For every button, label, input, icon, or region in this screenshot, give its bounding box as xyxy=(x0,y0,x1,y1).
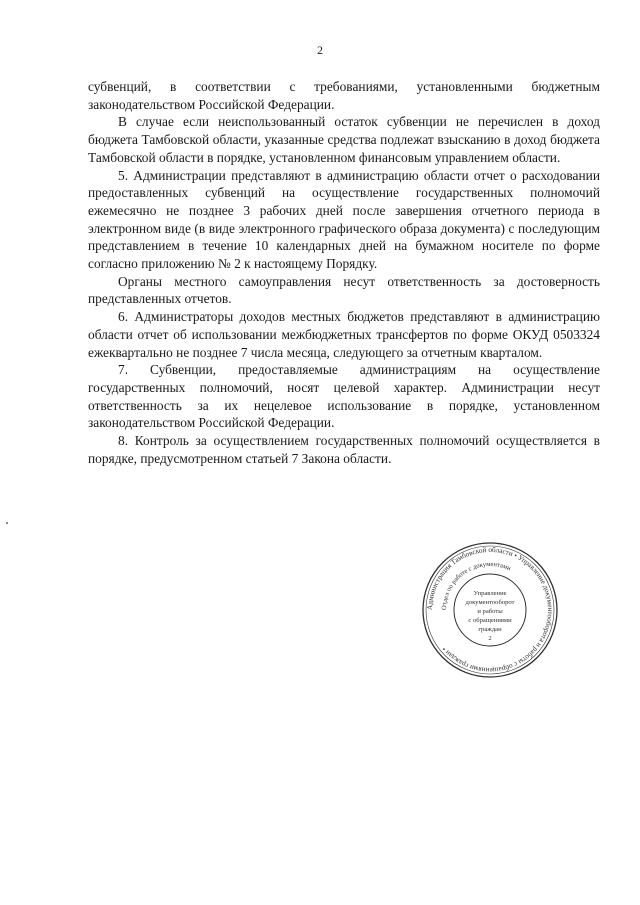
paragraph-unused-balance: В случае если неиспользованный остаток субвенции не перечислен в доход бюджета Тамбовской области, указанные средства подлежат взысканию в доход бюджета Тамбовской области в порядке, установленном финансовым управлением области. xyxy=(88,114,600,165)
paragraph-responsibility: Органы местного самоуправления несут ответственность за достоверность представленных отчетов. xyxy=(88,273,600,307)
scan-margin-mark xyxy=(6,522,8,524)
stamp-center-line-3: и работы xyxy=(477,608,503,615)
paragraph-item-5: 5. Администрации представляют в администрацию области отчет о расходовании предоставленных субвенций на осуществление государственных полномочий ежемесячно не позднее 3 рабочих дней после завершения отчетного периода в электронном виде (в виде электронного графического образа документа) с последующим представлением в течение 10 календарных дней на бумажном носителе по форме согласно приложению № 2 к настоящему Порядку. xyxy=(88,167,600,272)
official-stamp xyxy=(420,540,560,680)
stamp-center-line-6: 2 xyxy=(488,635,492,642)
document-body xyxy=(88,78,600,467)
stamp-inner-text: Отдел по работе с документами xyxy=(440,560,512,611)
stamp-center-line-2: документооборот xyxy=(465,599,515,606)
stamp-center-line-1: Управление xyxy=(473,590,507,597)
page-number: 2 xyxy=(317,43,323,57)
paragraph-continuation: субвенций, в соответствии с требованиями, установленными бюджетным законодательством Российской Федерации. xyxy=(88,79,600,112)
paragraph-item-6: 6. Администраторы доходов местных бюджетов представляют в администрацию области отчет об использовании межбюджетных трансфертов по форме ОКУД 0503324 ежеквартально не позднее 7 числа месяца, следующего за отчетным кварталом. xyxy=(88,309,600,360)
stamp-center-line-5: граждан xyxy=(478,626,502,633)
stamp-center-line-4: с обращениями xyxy=(468,617,512,624)
paragraph-item-7: 7. Субвенции, предоставляемые администрациям на осуществление государственных полномочий, носят целевой характер. Администрации несут ответственность за их нецелевое использование в порядке, установленном законодательством Российской Федерации. xyxy=(88,362,600,431)
stamp-outer-text: Администрация Тамбовской области • Управление документооборота и работы с обращениями граждан • xyxy=(425,545,555,675)
paragraph-item-8: 8. Контроль за осуществлением государственных полномочий осуществляется в порядке, предусмотренном статьей 7 Закона области. xyxy=(88,433,600,466)
